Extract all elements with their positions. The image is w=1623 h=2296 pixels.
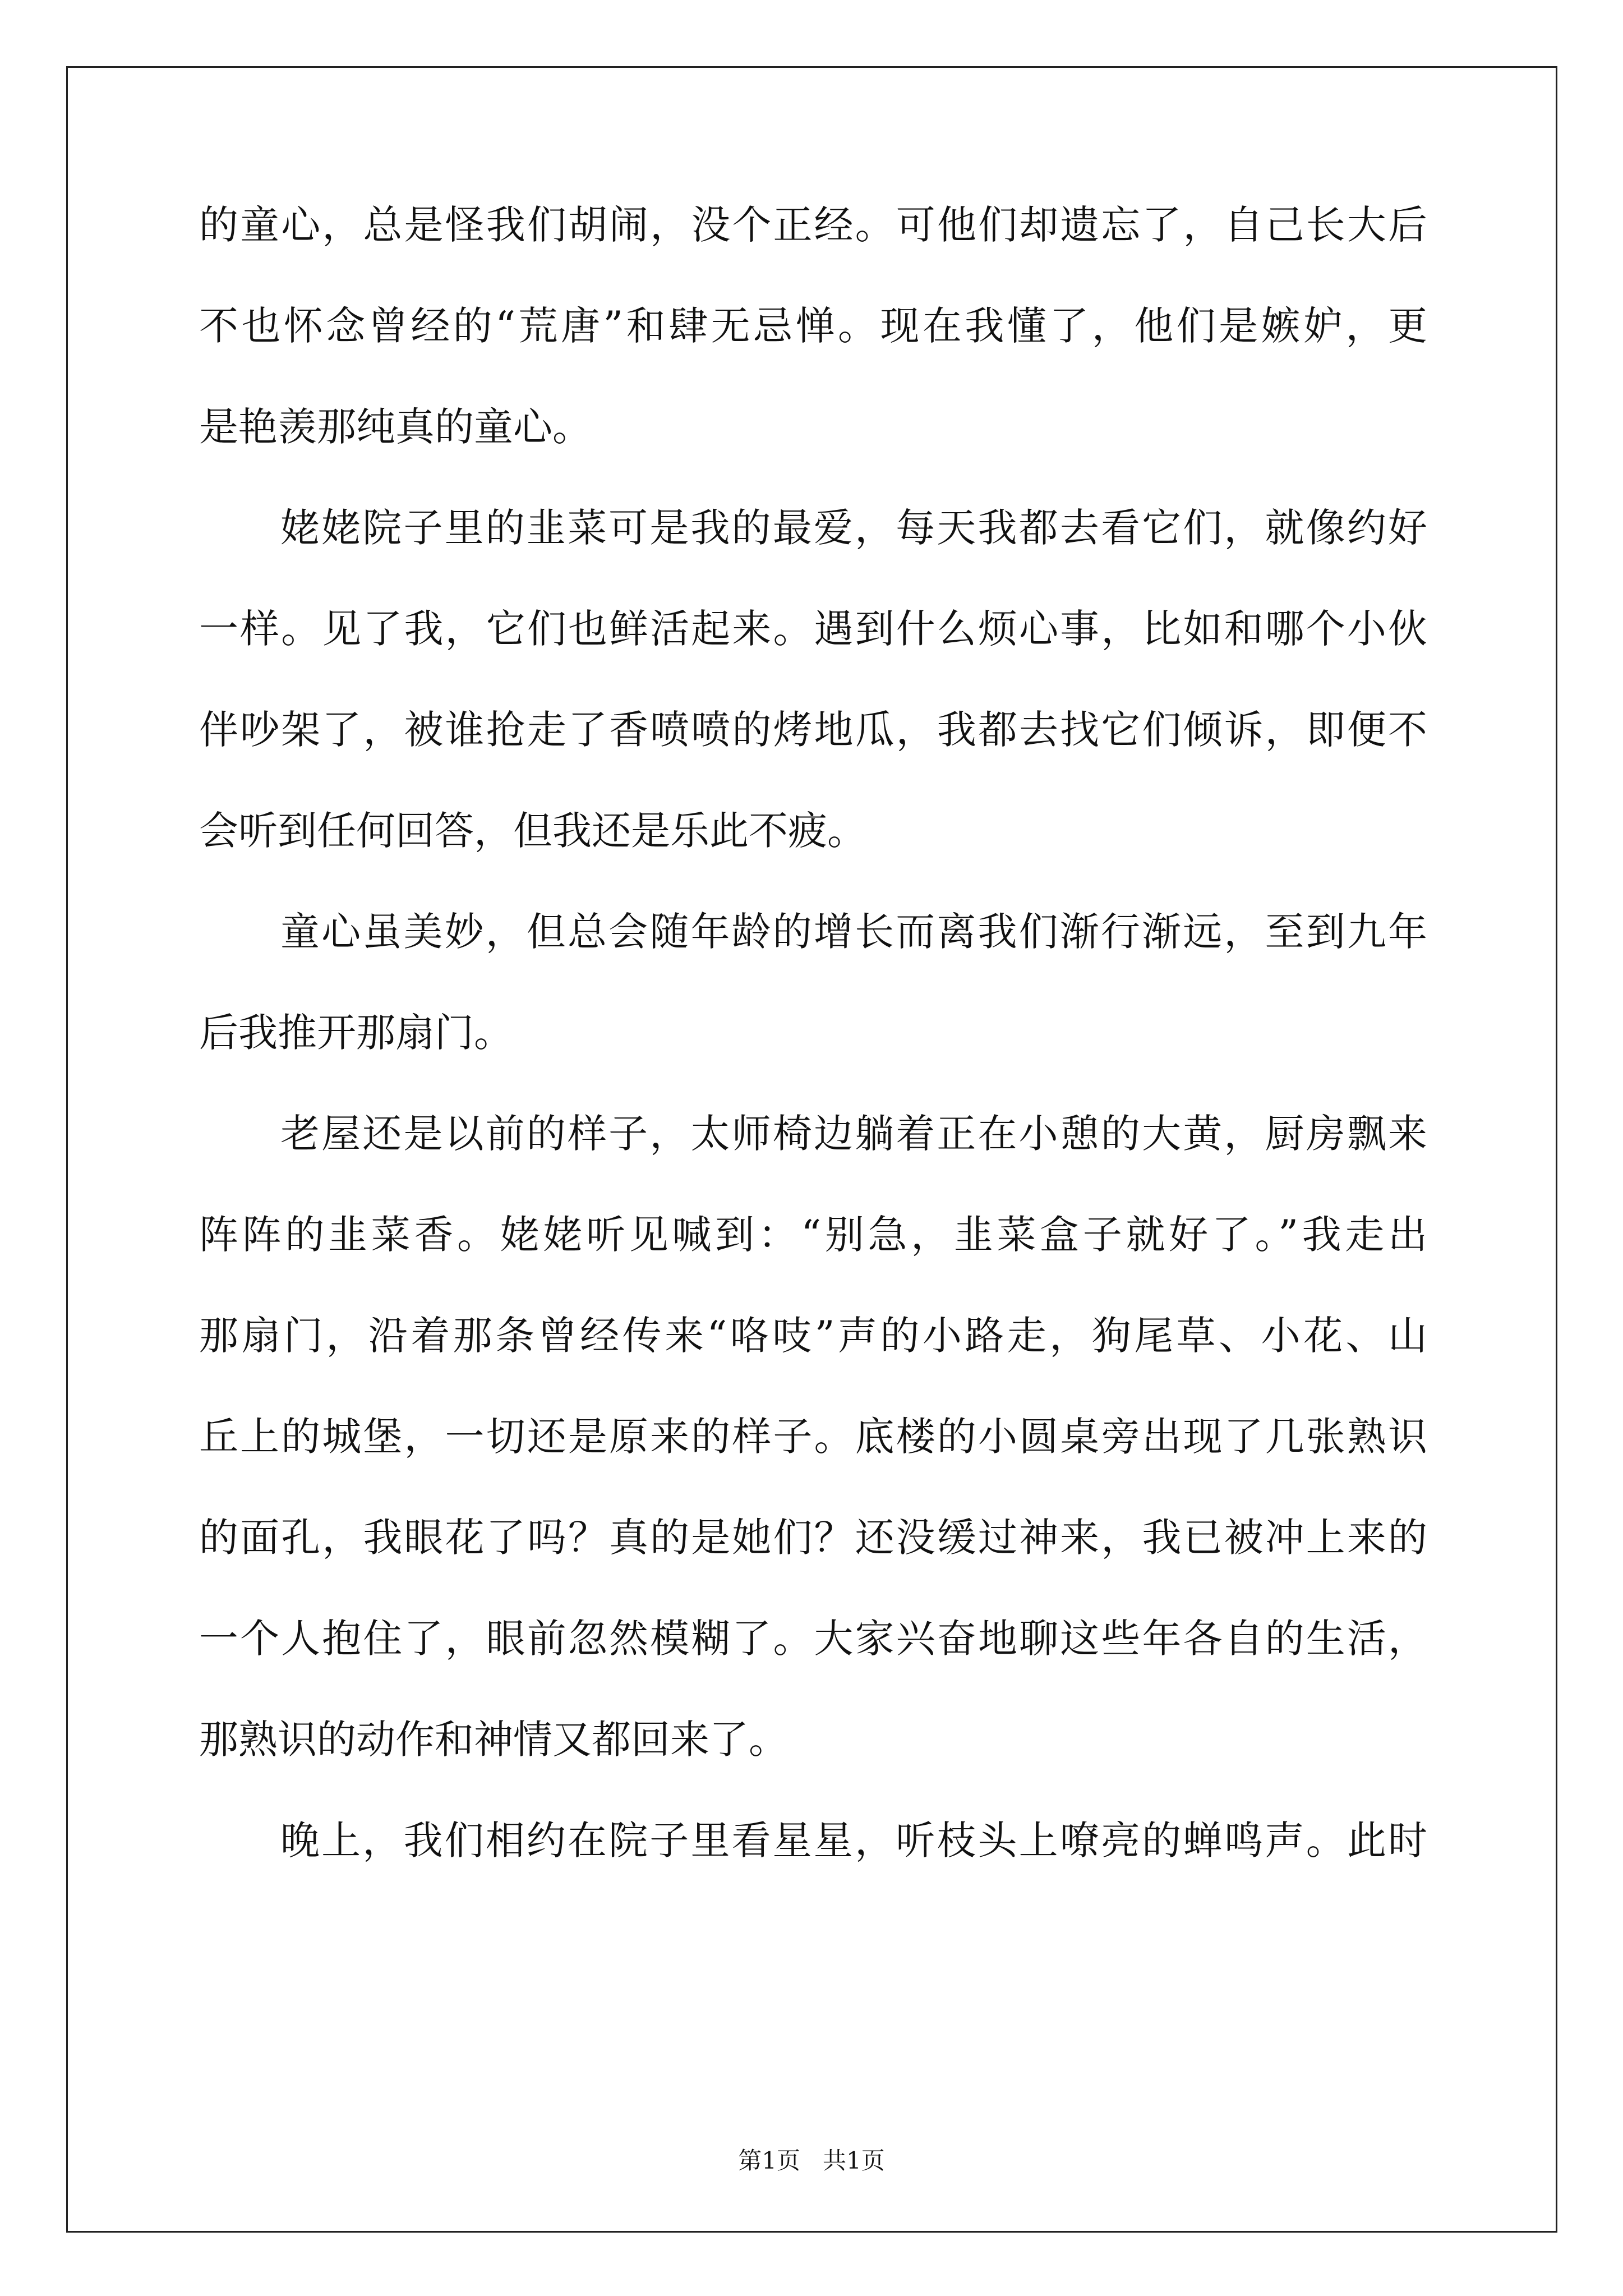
text-line: 不也怀念曾经的“荒唐”和肆无忌惮。现在我懂了，他们是嫉妒，更 [199, 303, 1427, 349]
text-line: 那熟识的动作和神情又都回来了。 [199, 1717, 788, 1763]
page-footer: 第1页 共1页 [738, 2147, 885, 2174]
paragraph-first-line: 老屋还是以前的样子，太师椅边躺着正在小憩的大黄，厨房飘来 [280, 1111, 1427, 1157]
text-line: 一个人抱住了，眼前忽然模糊了。大家兴奋地聊这些年各自的生活， [199, 1616, 1427, 1662]
text-line: 的童心，总是怪我们胡闹，没个正经。可他们却遗忘了，自己长大后 [199, 202, 1427, 248]
text-line: 那扇门，沿着那条曾经传来“咯吱”声的小路走，狗尾草、小花、山 [199, 1313, 1427, 1359]
text-line: 是艳羡那纯真的童心。 [199, 404, 592, 450]
paragraph-first-line: 童心虽美妙，但总会随年龄的增长而离我们渐行渐远，至到九年 [280, 909, 1427, 955]
paragraph-first-line: 姥姥院子里的韭菜可是我的最爱，每天我都去看它们，就像约好 [280, 505, 1427, 551]
text-line: 的面孔，我眼花了吗？真的是她们？还没缓过神来，我已被冲上来的 [199, 1515, 1427, 1561]
text-line: 丘上的城堡，一切还是原来的样子。底楼的小圆桌旁出现了几张熟识 [199, 1414, 1427, 1460]
text-line: 会听到任何回答，但我还是乐此不疲。 [199, 808, 866, 854]
text-line: 后我推开那扇门。 [199, 1010, 513, 1056]
text-line: 伴吵架了，被谁抢走了香喷喷的烤地瓜，我都去找它们倾诉，即便不 [199, 707, 1427, 753]
paragraph-first-line: 晚上，我们相约在院子里看星星，听枝头上嘹亮的蝉鸣声。此时 [280, 1818, 1427, 1864]
body-text [199, 199, 1427, 1916]
text-line: 阵阵的韭菜香。姥姥听见喊到：“别急，韭菜盒子就好了。”我走出 [199, 1212, 1427, 1258]
text-line: 一样。见了我，它们也鲜活起来。遇到什么烦心事，比如和哪个小伙 [199, 606, 1427, 652]
